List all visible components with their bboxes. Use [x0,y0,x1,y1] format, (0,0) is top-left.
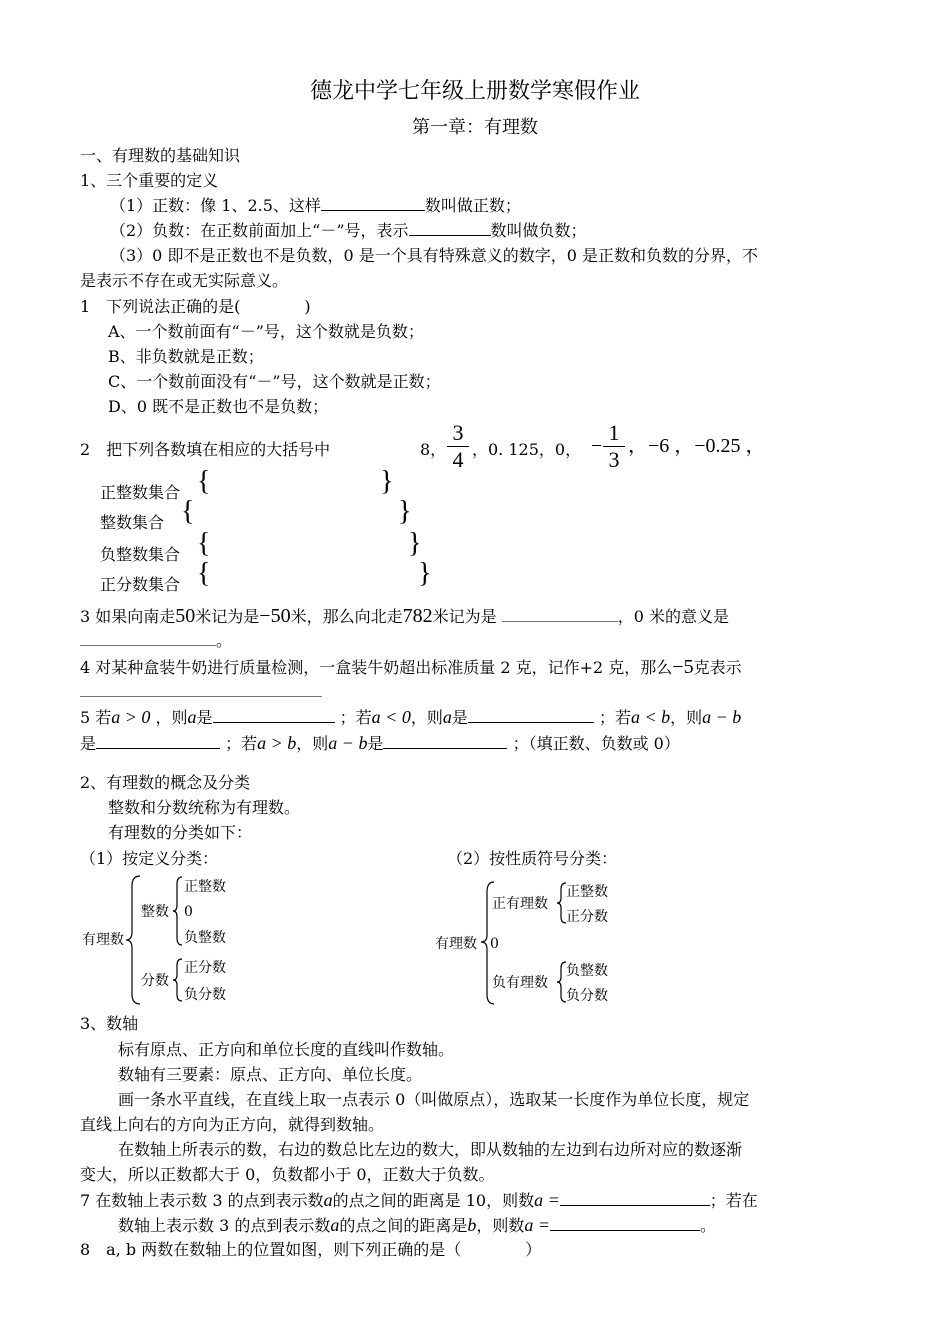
set-positive-integers: 正整数集合 [100,483,181,502]
section-heading: 一、有理数的基础知识 [80,146,241,165]
right-brace: } [398,496,412,527]
tree-leaf: 正分数 [566,909,608,925]
tree-leaf: 负整数 [566,963,608,979]
page-title: 德龙中学七年级上册数学寒假作业 [309,79,640,104]
question-2: 2 把下列各数填在相应的大括号中 [80,440,331,459]
definition-zero-line1: （3）0 即不是正数也不是负数，0 是一个具有特殊意义的数字，0 是正数和负数的分界，不 [110,246,758,265]
paragraph: 画一条水平直线，在直线上取一点表示 0（叫做原点），选取某一长度作为单位长度，规定 [118,1090,750,1109]
answer-blank[interactable] [80,631,216,646]
answer-blank[interactable] [80,682,322,697]
right-brace: } [418,558,432,589]
right-brace: } [380,466,394,497]
question-7: 7 在数轴上表示数 3 的点到表示数a的点之间的距离是 10，则数a = ；若在 [80,1190,758,1210]
answer-blank[interactable] [213,708,335,723]
paragraph: 整数和分数统称为有理数。 [108,798,301,817]
tree-leaf: 负分数 [184,987,226,1003]
answer-blank[interactable] [502,607,618,622]
tree-leaf: 正整数 [184,879,226,895]
q1-option-c: C、一个数前面没有“－”号，这个数就是正数； [108,372,441,391]
minus-sign: − [591,435,603,457]
q1-option-d: D、0 既不是正数也不是负数； [108,397,329,416]
tree-node-integer: 整数 [141,904,169,920]
q1-option-a: A、一个数前面有“－”号，这个数就是负数； [108,322,424,341]
subsection-heading: 1、三个重要的定义 [80,171,219,190]
question-3: 3 如果向南走50米记为是−50米，那么向北走782米记为是 ，0 米的意义是 [80,605,729,627]
q1-option-b: B、非负数就是正数； [108,347,264,366]
tree-root: 有理数 [435,936,477,952]
tree-node-positive: 正有理数 [492,896,548,912]
right-brace: } [408,528,422,559]
question-5: 5 若a > 0 ，则a是 ；若a < 0，则a是 ；若a < b，则a − b [80,707,742,727]
fraction-three-quarters: 3 4 [447,421,469,472]
set-positive-fractions: 正分数集合 [100,575,181,594]
question-4-continued [80,682,322,702]
left-brace: { [197,558,211,589]
answer-blank[interactable] [409,221,491,236]
subsection-heading: 2、有理数的概念及分类 [80,773,251,792]
definition-zero-line2: 是表示不存在或无实际意义。 [80,271,289,290]
question-8: 8 a, b 两数在数轴上的位置如图，则下列正确的是（ ） [80,1240,542,1259]
tree-root: 有理数 [82,932,124,948]
tree-leaf: 负分数 [566,988,608,1004]
answer-blank[interactable] [321,196,425,211]
question-1: 1 下列说法正确的是( ) [80,297,311,316]
answer-blank[interactable] [383,734,507,749]
set-negative-integers: 负整数集合 [100,545,181,564]
subsection-heading: 3、数轴 [80,1014,139,1033]
left-brace: { [197,528,211,559]
chapter-title: 第一章：有理数 [412,117,538,138]
brace-lines [0,0,10,10]
left-brace: { [181,496,195,527]
q2-number: ，0. 125，0， [472,440,582,459]
paragraph: 有理数的分类如下： [108,823,253,842]
tree-leaf: 负整数 [184,930,226,946]
question-3-continued: 。 [80,631,232,651]
tree-leaf: 0 [184,904,193,920]
paragraph: 变大，所以正数都大于 0，负数都小于 0，正数大于负数。 [80,1165,495,1184]
tree-node-fraction: 分数 [141,973,169,989]
q2-number: ，−6 ，−0.25 ， [628,435,766,457]
answer-blank[interactable] [468,708,594,723]
paragraph: 标有原点、正方向和单位长度的直线叫作数轴。 [118,1040,455,1059]
answer-blank[interactable] [560,1191,710,1206]
answer-blank[interactable] [550,1216,700,1231]
question-7-continued: 数轴上表示数 3 的点到表示数a的点之间的距离是b，则数a = 。 [118,1215,717,1235]
q2-number: 8， [420,440,447,459]
paragraph: 在数轴上所表示的数，右边的数总比左边的数大，即从数轴的左边到右边所对应的数逐渐 [118,1140,743,1159]
paragraph: 数轴有三要素：原点、正方向、单位长度。 [118,1065,423,1084]
classification-title-2: （2）按性质符号分类： [447,849,618,868]
set-integers: 整数集合 [100,513,165,532]
tree-leaf: 0 [490,936,499,952]
definition-negative: （2）负数：在正数前面加上“－”号，表示 数叫做负数； [110,221,587,240]
tree-leaf: 正整数 [566,884,608,900]
definition-positive: （1）正数：像 1、2.5、这样 数叫做正数； [110,196,521,215]
tree-leaf: 正分数 [184,960,226,976]
classification-title-1: （1）按定义分类： [80,849,219,868]
tree-node-negative: 负有理数 [492,975,548,991]
fraction-one-third: 1 3 [603,421,625,472]
left-brace: { [197,466,211,497]
paragraph: 直线上向右的方向为正方向，就得到数轴。 [80,1115,385,1134]
question-5-continued: 是 ；若a > b，则a − b是 ；（填正数、负数或 0） [80,733,680,753]
question-4: 4 对某种盒装牛奶进行质量检测，一盒装牛奶超出标准质量 2 克，记作+2 克，那么−5克表示 [80,656,742,678]
answer-blank[interactable] [96,734,220,749]
